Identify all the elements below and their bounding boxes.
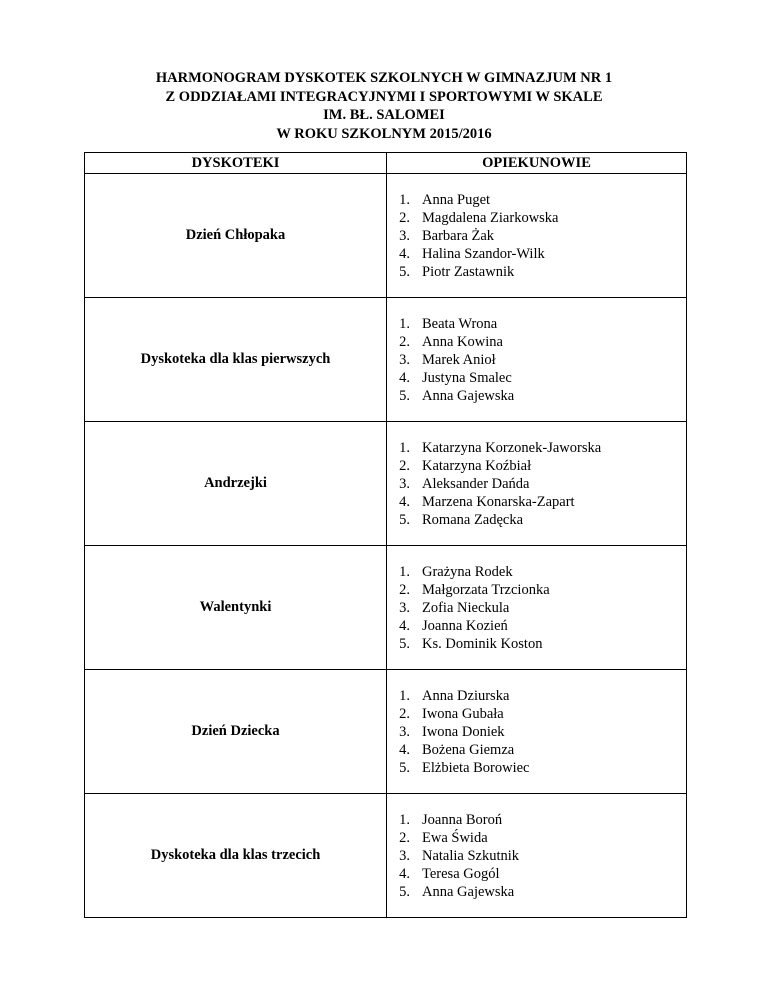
title-line-4: W ROKU SZKOLNYM 2015/2016 bbox=[276, 125, 492, 142]
table-row bbox=[85, 546, 687, 670]
list-item bbox=[387, 581, 686, 599]
list-item bbox=[387, 475, 686, 493]
list-number: 3. bbox=[399, 723, 410, 740]
guardian-name: Ewa Świda bbox=[422, 829, 488, 846]
guardian-name: Justyna Smalec bbox=[422, 369, 512, 386]
list-number: 4. bbox=[399, 865, 410, 882]
list-item bbox=[387, 847, 686, 865]
event-name: Dzień Dziecka bbox=[85, 670, 387, 794]
list-number: 1. bbox=[399, 687, 410, 704]
guardian-name: Grażyna Rodek bbox=[422, 563, 513, 580]
list-number: 1. bbox=[399, 439, 410, 456]
guardian-name: Anna Gajewska bbox=[422, 883, 515, 900]
list-number: 2. bbox=[399, 581, 410, 598]
guardian-name: Piotr Zastawnik bbox=[422, 263, 515, 280]
table-row bbox=[85, 794, 687, 918]
list-item bbox=[387, 245, 686, 263]
list-number: 5. bbox=[399, 387, 410, 404]
guardian-name: Aleksander Dańda bbox=[422, 475, 530, 492]
guardians-cell bbox=[387, 794, 687, 918]
guardians-list bbox=[387, 687, 686, 777]
list-number: 3. bbox=[399, 227, 410, 244]
guardians-list bbox=[387, 191, 686, 281]
list-number: 2. bbox=[399, 333, 410, 350]
list-item bbox=[387, 741, 686, 759]
list-item bbox=[387, 705, 686, 723]
event-name: Dzień Chłopaka bbox=[85, 174, 387, 298]
col-header-events: DYSKOTEKI bbox=[85, 153, 387, 174]
guardian-name: Joanna Boroń bbox=[422, 811, 503, 828]
list-item bbox=[387, 387, 686, 405]
guardian-name: Anna Kowina bbox=[422, 333, 503, 350]
schedule-table bbox=[84, 152, 687, 918]
table-row bbox=[85, 422, 687, 546]
list-item bbox=[387, 759, 686, 777]
guardians-cell bbox=[387, 670, 687, 794]
document-title bbox=[0, 69, 768, 143]
guardian-name: Iwona Gubała bbox=[422, 705, 504, 722]
title-line-1: HARMONOGRAM DYSKOTEK SZKOLNYCH W GIMNAZJUM NR 1 bbox=[155, 70, 613, 86]
guardians-cell bbox=[387, 422, 687, 546]
guardians-cell bbox=[387, 174, 687, 298]
list-item bbox=[387, 191, 686, 209]
list-number: 2. bbox=[399, 209, 410, 226]
list-item bbox=[387, 865, 686, 883]
title-line-3: IM. BŁ. SALOMEI bbox=[323, 107, 445, 123]
guardian-name: Anna Gajewska bbox=[422, 387, 515, 404]
list-item bbox=[387, 811, 686, 829]
list-number: 5. bbox=[399, 511, 410, 528]
list-number: 2. bbox=[399, 457, 410, 474]
guardian-name: Katarzyna Koźbiał bbox=[422, 457, 532, 474]
list-number: 1. bbox=[399, 811, 410, 828]
list-number: 1. bbox=[399, 191, 410, 208]
list-item bbox=[387, 315, 686, 333]
list-item bbox=[387, 457, 686, 475]
list-item bbox=[387, 263, 686, 281]
guardians-cell bbox=[387, 546, 687, 670]
guardian-name: Joanna Kozień bbox=[422, 617, 508, 634]
list-number: 1. bbox=[399, 315, 410, 332]
list-item bbox=[387, 333, 686, 351]
list-number: 4. bbox=[399, 245, 410, 262]
table-header-row bbox=[85, 153, 687, 174]
list-item bbox=[387, 351, 686, 369]
list-number: 4. bbox=[399, 617, 410, 634]
col-header-guardians: OPIEKUNOWIE bbox=[387, 153, 687, 174]
list-item bbox=[387, 511, 686, 529]
list-item bbox=[387, 687, 686, 705]
guardians-list bbox=[387, 811, 686, 901]
list-number: 5. bbox=[399, 263, 410, 280]
guardian-name: Marek Anioł bbox=[422, 351, 496, 368]
guardians-cell bbox=[387, 298, 687, 422]
title-line-2: Z ODDZIAŁAMI INTEGRACYJNYMI I SPORTOWYMI W SKALE bbox=[165, 88, 603, 105]
guardian-name: Barbara Żak bbox=[422, 227, 495, 244]
list-number: 4. bbox=[399, 493, 410, 510]
guardian-name: Bożena Giemza bbox=[422, 741, 515, 758]
guardian-name: Anna Puget bbox=[422, 191, 491, 208]
list-item bbox=[387, 829, 686, 847]
list-item bbox=[387, 883, 686, 901]
list-item bbox=[387, 635, 686, 653]
list-item bbox=[387, 563, 686, 581]
guardians-list bbox=[387, 439, 686, 529]
list-item bbox=[387, 369, 686, 387]
guardian-name: Małgorzata Trzcionka bbox=[422, 581, 550, 598]
guardian-name: Marzena Konarska-Zapart bbox=[422, 493, 575, 510]
list-item bbox=[387, 599, 686, 617]
table-row bbox=[85, 298, 687, 422]
guardian-name: Zofia Nieckula bbox=[422, 599, 510, 616]
event-name: Walentynki bbox=[85, 546, 387, 670]
list-item bbox=[387, 439, 686, 457]
list-item bbox=[387, 227, 686, 245]
list-number: 3. bbox=[399, 351, 410, 368]
guardian-name: Iwona Doniek bbox=[422, 723, 505, 740]
list-number: 4. bbox=[399, 369, 410, 386]
list-number: 3. bbox=[399, 599, 410, 616]
list-item bbox=[387, 209, 686, 227]
list-number: 3. bbox=[399, 475, 410, 492]
guardians-list bbox=[387, 315, 686, 405]
guardian-name: Elżbieta Borowiec bbox=[422, 759, 530, 776]
guardian-name: Halina Szandor-Wilk bbox=[422, 245, 545, 262]
list-number: 2. bbox=[399, 829, 410, 846]
guardian-name: Natalia Szkutnik bbox=[422, 847, 520, 864]
list-number: 2. bbox=[399, 705, 410, 722]
list-item bbox=[387, 617, 686, 635]
list-item bbox=[387, 493, 686, 511]
guardian-name: Magdalena Ziarkowska bbox=[422, 209, 559, 226]
event-name: Dyskoteka dla klas pierwszych bbox=[85, 298, 387, 422]
guardian-name: Beata Wrona bbox=[422, 315, 498, 332]
list-number: 3. bbox=[399, 847, 410, 864]
table-row bbox=[85, 670, 687, 794]
event-name: Andrzejki bbox=[85, 422, 387, 546]
guardian-name: Katarzyna Korzonek-Jaworska bbox=[422, 439, 602, 456]
guardian-name: Ks. Dominik Koston bbox=[422, 635, 543, 652]
guardian-name: Anna Dziurska bbox=[422, 687, 510, 704]
list-number: 4. bbox=[399, 741, 410, 758]
list-item bbox=[387, 723, 686, 741]
event-name: Dyskoteka dla klas trzecich bbox=[85, 794, 387, 918]
guardian-name: Teresa Gogól bbox=[422, 865, 500, 882]
list-number: 5. bbox=[399, 883, 410, 900]
list-number: 5. bbox=[399, 759, 410, 776]
table-row bbox=[85, 174, 687, 298]
list-number: 1. bbox=[399, 563, 410, 580]
guardians-list bbox=[387, 563, 686, 653]
list-number: 5. bbox=[399, 635, 410, 652]
guardian-name: Romana Zadęcka bbox=[422, 511, 524, 528]
